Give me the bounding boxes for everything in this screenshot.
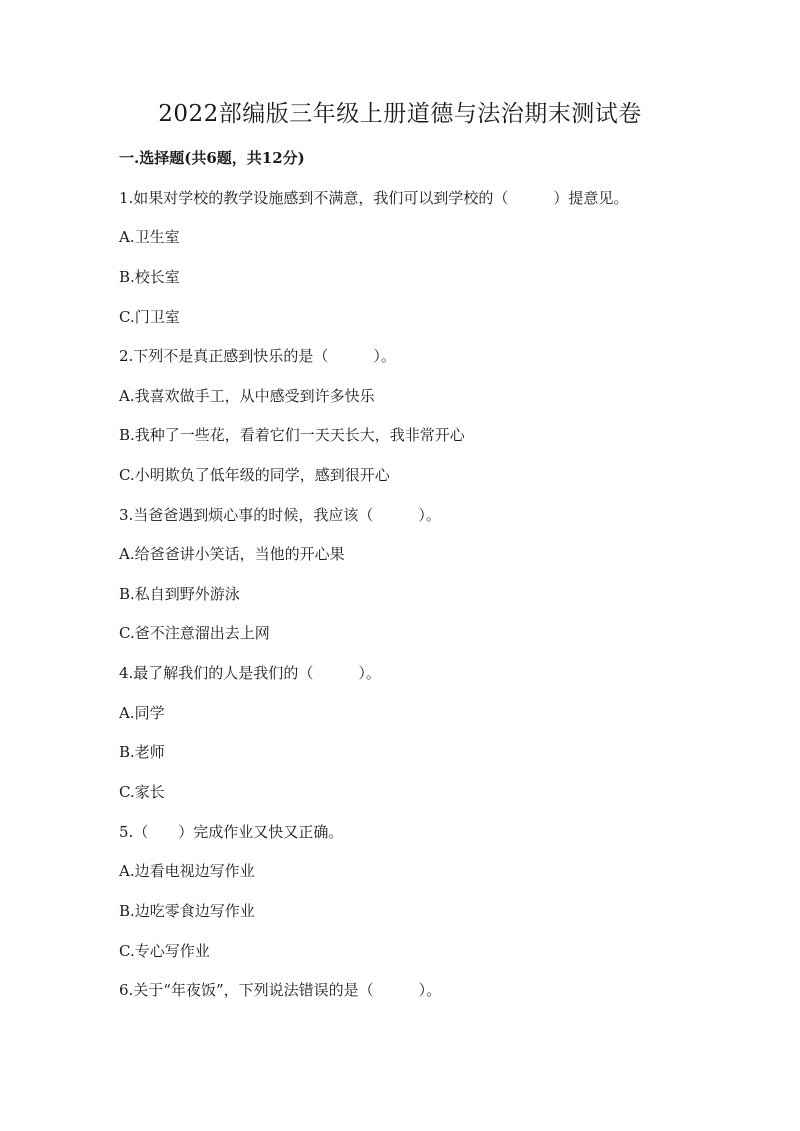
question-2-option-c: C.小明欺负了低年级的同学，感到很开心	[119, 466, 390, 484]
question-5-option-c: C.专心写作业	[119, 942, 210, 960]
question-5-stem: 5.（ ）完成作业又快又正确。	[119, 823, 344, 841]
question-5-option-a: A.边看电视边写作业	[119, 862, 255, 880]
section-heading: 一.选择题(共6题，共12分)	[119, 149, 305, 167]
question-4-stem: 4.最了解我们的人是我们的（ ）。	[119, 664, 381, 682]
question-5-option-b: B.边吃零食边写作业	[119, 902, 255, 920]
exam-title: 2022部编版三年级上册道德与法治期末测试卷	[158, 101, 642, 127]
question-1-stem: 1.如果对学校的教学设施感到不满意，我们可以到学校的（ ）提意见。	[119, 189, 629, 207]
question-4-option-c: C.家长	[119, 783, 165, 801]
question-1-option-c: C.门卫室	[119, 308, 180, 326]
question-3-option-c: C.爸不注意溜出去上网	[119, 624, 270, 642]
question-1-option-a: A.卫生室	[119, 228, 180, 246]
question-6-stem: 6.关于“年夜饭”，下列说法错误的是（ ）。	[119, 981, 442, 999]
question-3-option-a: A.给爸爸讲小笑话，当他的开心果	[119, 545, 345, 563]
question-2-option-b: B.我种了一些花，看着它们一天天长大，我非常开心	[119, 426, 465, 444]
question-4-option-b: B.老师	[119, 743, 165, 761]
question-4-option-a: A.同学	[119, 704, 165, 722]
question-2-option-a: A.我喜欢做手工，从中感受到许多快乐	[119, 387, 375, 405]
question-3-stem: 3.当爸爸遇到烦心事的时候，我应该（ ）。	[119, 506, 441, 524]
question-2-stem: 2.下列不是真正感到快乐的是（ ）。	[119, 347, 396, 365]
question-3-option-b: B.私自到野外游泳	[119, 585, 240, 603]
question-1-option-b: B.校长室	[119, 268, 180, 286]
